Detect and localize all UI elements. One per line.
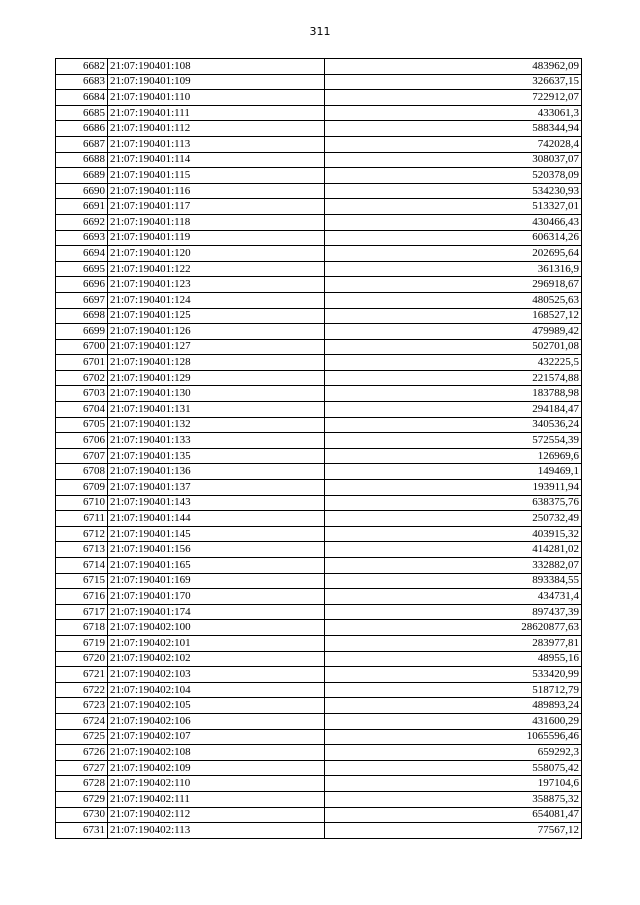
- row-number-cell: 6721: [56, 667, 108, 683]
- value-cell: 654081,47: [325, 807, 582, 823]
- table-row: [56, 745, 582, 761]
- row-number-cell: 6719: [56, 635, 108, 651]
- table-row: [56, 292, 582, 308]
- value-cell: 606314,26: [325, 230, 582, 246]
- cadastral-number-cell: 21:07:190402:106: [108, 713, 325, 729]
- value-cell: 340536,24: [325, 417, 582, 433]
- row-number-cell: 6724: [56, 713, 108, 729]
- cadastral-number-cell: 21:07:190401:170: [108, 589, 325, 605]
- cadastral-number-cell: 21:07:190401:125: [108, 308, 325, 324]
- value-cell: 893384,55: [325, 573, 582, 589]
- row-number-cell: 6729: [56, 791, 108, 807]
- value-cell: 431600,29: [325, 713, 582, 729]
- cadastral-number-cell: 21:07:190402:113: [108, 823, 325, 839]
- cadastral-number-cell: 21:07:190402:108: [108, 745, 325, 761]
- value-cell: 197104,6: [325, 776, 582, 792]
- value-cell: 358875,32: [325, 791, 582, 807]
- cadastral-number-cell: 21:07:190401:115: [108, 168, 325, 184]
- row-number-cell: 6692: [56, 214, 108, 230]
- cadastral-value-table: [55, 58, 582, 839]
- row-number-cell: 6701: [56, 355, 108, 371]
- cadastral-number-cell: 21:07:190402:109: [108, 760, 325, 776]
- row-number-cell: 6682: [56, 59, 108, 75]
- value-cell: 221574,88: [325, 370, 582, 386]
- table-row: [56, 59, 582, 75]
- cadastral-number-cell: 21:07:190402:112: [108, 807, 325, 823]
- value-cell: 149469,1: [325, 464, 582, 480]
- row-number-cell: 6712: [56, 526, 108, 542]
- value-cell: 513327,01: [325, 199, 582, 215]
- cadastral-number-cell: 21:07:190401:174: [108, 604, 325, 620]
- value-cell: 326637,15: [325, 74, 582, 90]
- table-row: [56, 651, 582, 667]
- value-cell: 742028,4: [325, 136, 582, 152]
- row-number-cell: 6710: [56, 495, 108, 511]
- value-cell: 403915,32: [325, 526, 582, 542]
- table-row: [56, 183, 582, 199]
- value-cell: 588344,94: [325, 121, 582, 137]
- row-number-cell: 6687: [56, 136, 108, 152]
- cadastral-number-cell: 21:07:190402:105: [108, 698, 325, 714]
- row-number-cell: 6726: [56, 745, 108, 761]
- cadastral-number-cell: 21:07:190401:127: [108, 339, 325, 355]
- table-row: [56, 230, 582, 246]
- value-cell: 202695,64: [325, 246, 582, 262]
- table-row: [56, 448, 582, 464]
- table-row: [56, 277, 582, 293]
- table-row: [56, 261, 582, 277]
- table-row: [56, 604, 582, 620]
- row-number-cell: 6709: [56, 480, 108, 496]
- table-row: [56, 90, 582, 106]
- row-number-cell: 6684: [56, 90, 108, 106]
- table-row: [56, 511, 582, 527]
- row-number-cell: 6706: [56, 433, 108, 449]
- cadastral-number-cell: 21:07:190401:156: [108, 542, 325, 558]
- cadastral-number-cell: 21:07:190401:137: [108, 480, 325, 496]
- cadastral-number-cell: 21:07:190402:104: [108, 682, 325, 698]
- row-number-cell: 6714: [56, 558, 108, 574]
- table-row: [56, 386, 582, 402]
- cadastral-number-cell: 21:07:190402:103: [108, 667, 325, 683]
- cadastral-number-cell: 21:07:190401:124: [108, 292, 325, 308]
- cadastral-number-cell: 21:07:190401:131: [108, 402, 325, 418]
- cadastral-number-cell: 21:07:190401:114: [108, 152, 325, 168]
- value-cell: 126969,6: [325, 448, 582, 464]
- value-cell: 430466,43: [325, 214, 582, 230]
- cadastral-number-cell: 21:07:190401:143: [108, 495, 325, 511]
- row-number-cell: 6697: [56, 292, 108, 308]
- table-row: [56, 339, 582, 355]
- value-cell: 520378,09: [325, 168, 582, 184]
- cadastral-number-cell: 21:07:190401:133: [108, 433, 325, 449]
- table-row: [56, 370, 582, 386]
- cadastral-number-cell: 21:07:190401:130: [108, 386, 325, 402]
- row-number-cell: 6693: [56, 230, 108, 246]
- table-body: [56, 59, 582, 839]
- table-row: [56, 542, 582, 558]
- row-number-cell: 6685: [56, 105, 108, 121]
- cadastral-number-cell: 21:07:190402:111: [108, 791, 325, 807]
- value-cell: 168527,12: [325, 308, 582, 324]
- table-row: [56, 464, 582, 480]
- cadastral-number-cell: 21:07:190401:165: [108, 558, 325, 574]
- value-cell: 48955,16: [325, 651, 582, 667]
- cadastral-number-cell: 21:07:190401:113: [108, 136, 325, 152]
- table-row: [56, 823, 582, 839]
- row-number-cell: 6715: [56, 573, 108, 589]
- table-row: [56, 355, 582, 371]
- table-row: [56, 776, 582, 792]
- table-row: [56, 308, 582, 324]
- row-number-cell: 6717: [56, 604, 108, 620]
- row-number-cell: 6720: [56, 651, 108, 667]
- row-number-cell: 6705: [56, 417, 108, 433]
- table-row: [56, 760, 582, 776]
- table-row: [56, 791, 582, 807]
- cadastral-number-cell: 21:07:190401:119: [108, 230, 325, 246]
- value-cell: 638375,76: [325, 495, 582, 511]
- table-row: [56, 199, 582, 215]
- cadastral-number-cell: 21:07:190401:132: [108, 417, 325, 433]
- table-row: [56, 402, 582, 418]
- row-number-cell: 6727: [56, 760, 108, 776]
- row-number-cell: 6730: [56, 807, 108, 823]
- value-cell: 518712,79: [325, 682, 582, 698]
- cadastral-number-cell: 21:07:190401:122: [108, 261, 325, 277]
- cadastral-number-cell: 21:07:190401:126: [108, 324, 325, 340]
- row-number-cell: 6689: [56, 168, 108, 184]
- value-cell: 479989,42: [325, 324, 582, 340]
- table-row: [56, 324, 582, 340]
- cadastral-number-cell: 21:07:190401:116: [108, 183, 325, 199]
- value-cell: 250732,49: [325, 511, 582, 527]
- table-row: [56, 121, 582, 137]
- table-row: [56, 682, 582, 698]
- table-row: [56, 417, 582, 433]
- value-cell: 77567,12: [325, 823, 582, 839]
- table-row: [56, 136, 582, 152]
- cadastral-number-cell: 21:07:190401:169: [108, 573, 325, 589]
- cadastral-number-cell: 21:07:190401:108: [108, 59, 325, 75]
- page-number: 311: [309, 25, 331, 38]
- row-number-cell: 6686: [56, 121, 108, 137]
- cadastral-number-cell: 21:07:190401:135: [108, 448, 325, 464]
- cadastral-number-cell: 21:07:190401:136: [108, 464, 325, 480]
- table-row: [56, 558, 582, 574]
- table-row: [56, 713, 582, 729]
- table-row: [56, 214, 582, 230]
- table-row: [56, 698, 582, 714]
- value-cell: 572554,39: [325, 433, 582, 449]
- row-number-cell: 6723: [56, 698, 108, 714]
- cadastral-number-cell: 21:07:190401:110: [108, 90, 325, 106]
- table-row: [56, 635, 582, 651]
- row-number-cell: 6696: [56, 277, 108, 293]
- cadastral-number-cell: 21:07:190401:109: [108, 74, 325, 90]
- cadastral-number-cell: 21:07:190401:120: [108, 246, 325, 262]
- cadastral-number-cell: 21:07:190401:117: [108, 199, 325, 215]
- table-row: [56, 729, 582, 745]
- row-number-cell: 6699: [56, 324, 108, 340]
- row-number-cell: 6722: [56, 682, 108, 698]
- table-row: [56, 589, 582, 605]
- cadastral-number-cell: 21:07:190401:129: [108, 370, 325, 386]
- table-row: [56, 105, 582, 121]
- row-number-cell: 6713: [56, 542, 108, 558]
- cadastral-number-cell: 21:07:190401:123: [108, 277, 325, 293]
- table-row: [56, 246, 582, 262]
- row-number-cell: 6731: [56, 823, 108, 839]
- row-number-cell: 6707: [56, 448, 108, 464]
- cadastral-number-cell: 21:07:190401:144: [108, 511, 325, 527]
- row-number-cell: 6683: [56, 74, 108, 90]
- value-cell: 283977,81: [325, 635, 582, 651]
- value-cell: 434731,4: [325, 589, 582, 605]
- row-number-cell: 6711: [56, 511, 108, 527]
- row-number-cell: 6708: [56, 464, 108, 480]
- value-cell: 659292,3: [325, 745, 582, 761]
- value-cell: 722912,07: [325, 90, 582, 106]
- row-number-cell: 6704: [56, 402, 108, 418]
- cadastral-number-cell: 21:07:190401:118: [108, 214, 325, 230]
- row-number-cell: 6691: [56, 199, 108, 215]
- table-row: [56, 168, 582, 184]
- table-row: [56, 74, 582, 90]
- row-number-cell: 6725: [56, 729, 108, 745]
- row-number-cell: 6695: [56, 261, 108, 277]
- cadastral-number-cell: 21:07:190401:111: [108, 105, 325, 121]
- table-row: [56, 495, 582, 511]
- value-cell: 483962,09: [325, 59, 582, 75]
- cadastral-number-cell: 21:07:190402:100: [108, 620, 325, 636]
- table-row: [56, 667, 582, 683]
- row-number-cell: 6700: [56, 339, 108, 355]
- value-cell: 414281,02: [325, 542, 582, 558]
- cadastral-number-cell: 21:07:190402:101: [108, 635, 325, 651]
- value-cell: 897437,39: [325, 604, 582, 620]
- row-number-cell: 6718: [56, 620, 108, 636]
- row-number-cell: 6698: [56, 308, 108, 324]
- value-cell: 1065596,46: [325, 729, 582, 745]
- value-cell: 361316,9: [325, 261, 582, 277]
- value-cell: 502701,08: [325, 339, 582, 355]
- table-row: [56, 152, 582, 168]
- value-cell: 183788,98: [325, 386, 582, 402]
- value-cell: 28620877,63: [325, 620, 582, 636]
- row-number-cell: 6728: [56, 776, 108, 792]
- value-cell: 332882,07: [325, 558, 582, 574]
- value-cell: 433061,3: [325, 105, 582, 121]
- table-row: [56, 573, 582, 589]
- cadastral-number-cell: 21:07:190402:107: [108, 729, 325, 745]
- value-cell: 432225,5: [325, 355, 582, 371]
- row-number-cell: 6688: [56, 152, 108, 168]
- row-number-cell: 6716: [56, 589, 108, 605]
- value-cell: 480525,63: [325, 292, 582, 308]
- row-number-cell: 6703: [56, 386, 108, 402]
- cadastral-number-cell: 21:07:190401:145: [108, 526, 325, 542]
- table-row: [56, 433, 582, 449]
- table-row: [56, 480, 582, 496]
- value-cell: 534230,93: [325, 183, 582, 199]
- table-row: [56, 526, 582, 542]
- table-row: [56, 620, 582, 636]
- cadastral-number-cell: 21:07:190401:112: [108, 121, 325, 137]
- cadastral-number-cell: 21:07:190401:128: [108, 355, 325, 371]
- value-cell: 193911,94: [325, 480, 582, 496]
- value-cell: 296918,67: [325, 277, 582, 293]
- value-cell: 558075,42: [325, 760, 582, 776]
- row-number-cell: 6694: [56, 246, 108, 262]
- value-cell: 533420,99: [325, 667, 582, 683]
- value-cell: 489893,24: [325, 698, 582, 714]
- value-cell: 308037,07: [325, 152, 582, 168]
- row-number-cell: 6690: [56, 183, 108, 199]
- row-number-cell: 6702: [56, 370, 108, 386]
- cadastral-number-cell: 21:07:190402:102: [108, 651, 325, 667]
- cadastral-number-cell: 21:07:190402:110: [108, 776, 325, 792]
- value-cell: 294184,47: [325, 402, 582, 418]
- table-row: [56, 807, 582, 823]
